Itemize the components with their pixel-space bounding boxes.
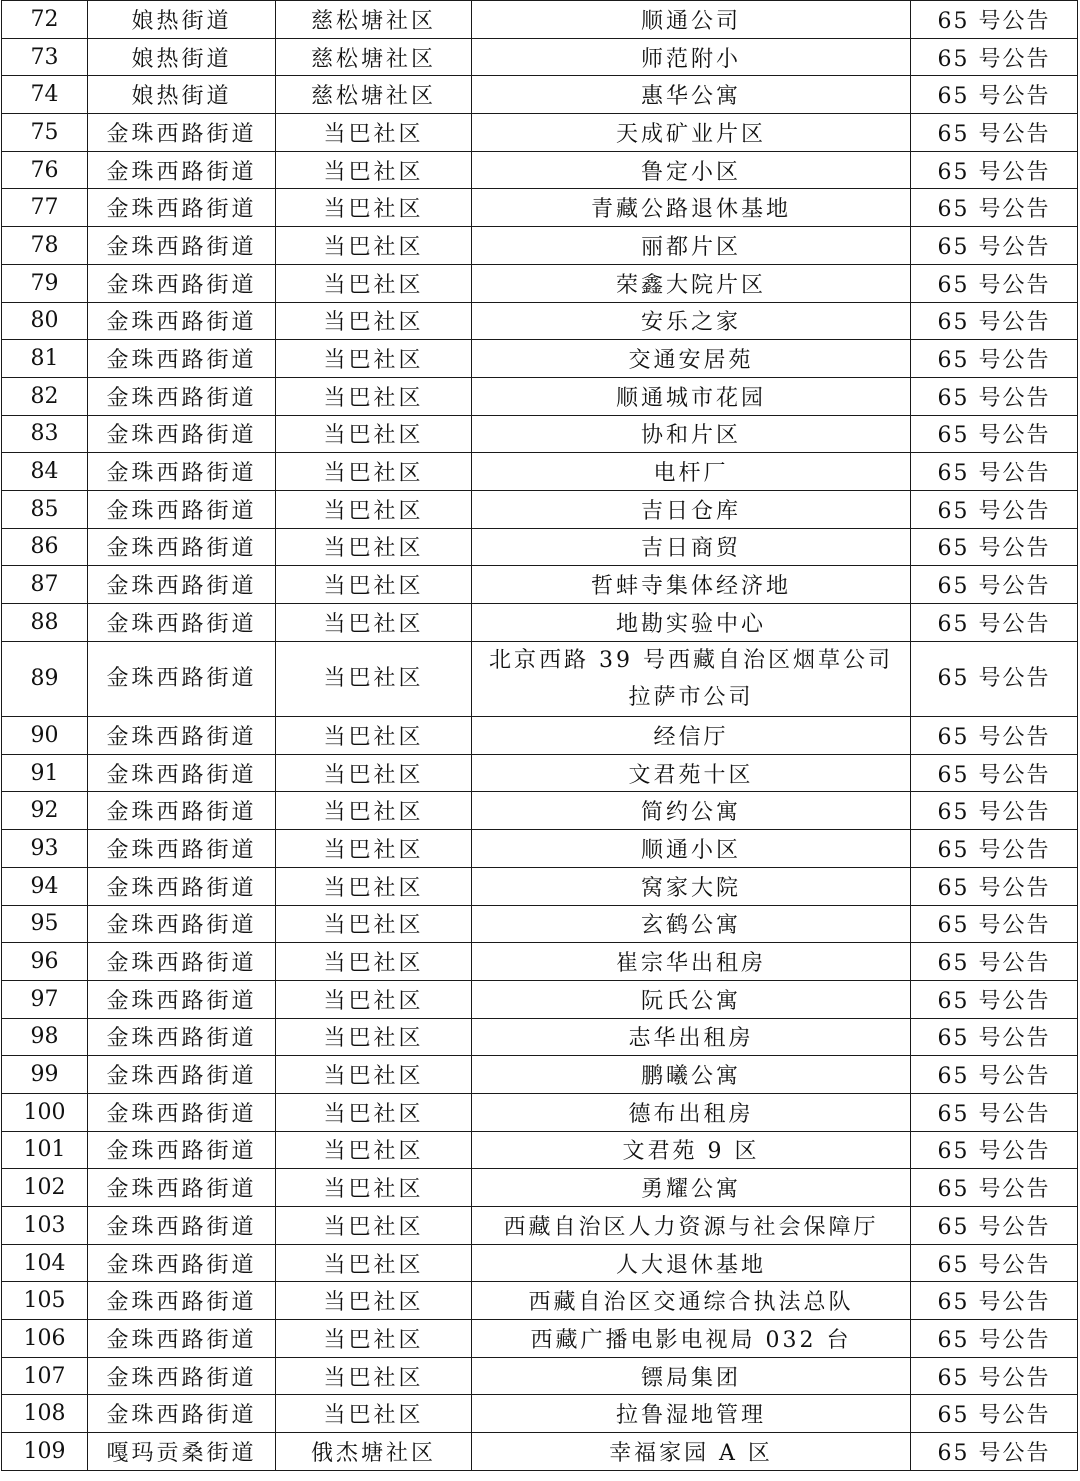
place-cell: 丽都片区	[472, 227, 911, 265]
notice-table-body	[2, 1, 1078, 1471]
notice-cell: 65 号公告	[911, 1018, 1078, 1056]
table-row	[2, 566, 1078, 604]
place-cell: 幸福家园 A 区	[472, 1433, 911, 1471]
place-cell: 师范附小	[472, 38, 911, 76]
notice-cell: 65 号公告	[911, 151, 1078, 189]
place-cell: 崔宗华出租房	[472, 943, 911, 981]
notice-cell: 65 号公告	[911, 1169, 1078, 1207]
place-cell: 文君苑 9 区	[472, 1131, 911, 1169]
notice-cell: 65 号公告	[911, 1, 1078, 39]
street-cell: 金珠西路街道	[88, 754, 276, 792]
place-cell: 文君苑十区	[472, 754, 911, 792]
row-number-cell: 89	[2, 641, 88, 716]
table-row	[2, 264, 1078, 302]
street-cell: 金珠西路街道	[88, 1131, 276, 1169]
table-row	[2, 754, 1078, 792]
place-cell	[472, 641, 911, 716]
table-row	[2, 1169, 1078, 1207]
place-cell: 荣鑫大院片区	[472, 264, 911, 302]
notice-cell: 65 号公告	[911, 340, 1078, 378]
street-cell: 金珠西路街道	[88, 604, 276, 642]
notice-cell: 65 号公告	[911, 943, 1078, 981]
row-number-cell: 93	[2, 830, 88, 868]
notice-cell: 65 号公告	[911, 528, 1078, 566]
notice-cell: 65 号公告	[911, 114, 1078, 152]
table-row	[2, 1433, 1078, 1471]
street-cell: 金珠西路街道	[88, 1018, 276, 1056]
street-cell: 金珠西路街道	[88, 867, 276, 905]
community-cell: 当巴社区	[276, 189, 472, 227]
place-cell: 顺通公司	[472, 1, 911, 39]
row-number-cell: 79	[2, 264, 88, 302]
table-row	[2, 453, 1078, 491]
table-row	[2, 1320, 1078, 1358]
table-row	[2, 867, 1078, 905]
table-row	[2, 604, 1078, 642]
row-number-cell: 90	[2, 717, 88, 755]
community-cell: 当巴社区	[276, 566, 472, 604]
table-row	[2, 1131, 1078, 1169]
place-cell: 鲁定小区	[472, 151, 911, 189]
community-cell: 当巴社区	[276, 227, 472, 265]
place-cell: 玄鹤公寓	[472, 905, 911, 943]
notice-cell: 65 号公告	[911, 490, 1078, 528]
row-number-cell: 99	[2, 1056, 88, 1094]
table-row	[2, 76, 1078, 114]
row-number-cell: 108	[2, 1395, 88, 1433]
street-cell: 娘热街道	[88, 1, 276, 39]
table-row	[2, 905, 1078, 943]
notice-cell: 65 号公告	[911, 1395, 1078, 1433]
place-cell: 西藏自治区交通综合执法总队	[472, 1282, 911, 1320]
notice-cell: 65 号公告	[911, 792, 1078, 830]
table-row	[2, 1357, 1078, 1395]
row-number-cell: 97	[2, 980, 88, 1018]
row-number-cell: 102	[2, 1169, 88, 1207]
place-cell: 德布出租房	[472, 1093, 911, 1131]
street-cell: 金珠西路街道	[88, 189, 276, 227]
row-number-cell: 92	[2, 792, 88, 830]
notice-cell: 65 号公告	[911, 566, 1078, 604]
place-line: 拉萨市公司	[628, 684, 754, 710]
row-number-cell: 96	[2, 943, 88, 981]
community-cell: 当巴社区	[276, 302, 472, 340]
street-cell: 金珠西路街道	[88, 980, 276, 1018]
street-cell: 金珠西路街道	[88, 792, 276, 830]
row-number-cell: 84	[2, 453, 88, 491]
row-number-cell: 87	[2, 566, 88, 604]
place-cell: 志华出租房	[472, 1018, 911, 1056]
table-row	[2, 717, 1078, 755]
street-cell: 金珠西路街道	[88, 830, 276, 868]
notice-cell: 65 号公告	[911, 1056, 1078, 1094]
table-row	[2, 1, 1078, 39]
place-cell: 顺通小区	[472, 830, 911, 868]
table-row	[2, 1244, 1078, 1282]
notice-cell: 65 号公告	[911, 1244, 1078, 1282]
table-row	[2, 1395, 1078, 1433]
place-cell: 吉日商贸	[472, 528, 911, 566]
community-cell: 当巴社区	[276, 264, 472, 302]
street-cell: 金珠西路街道	[88, 415, 276, 453]
community-cell: 当巴社区	[276, 754, 472, 792]
place-cell: 西藏广播电影电视局 032 台	[472, 1320, 911, 1358]
table-row	[2, 377, 1078, 415]
row-number-cell: 105	[2, 1282, 88, 1320]
community-cell: 当巴社区	[276, 641, 472, 716]
community-cell: 慈松塘社区	[276, 38, 472, 76]
street-cell: 金珠西路街道	[88, 528, 276, 566]
community-cell: 当巴社区	[276, 1320, 472, 1358]
community-cell: 当巴社区	[276, 1056, 472, 1094]
table-row	[2, 943, 1078, 981]
community-cell: 当巴社区	[276, 905, 472, 943]
community-cell: 当巴社区	[276, 1357, 472, 1395]
table-row	[2, 980, 1078, 1018]
street-cell: 金珠西路街道	[88, 490, 276, 528]
notice-cell: 65 号公告	[911, 377, 1078, 415]
notice-cell: 65 号公告	[911, 867, 1078, 905]
table-row	[2, 340, 1078, 378]
place-cell: 西藏自治区人力资源与社会保障厅	[472, 1207, 911, 1245]
place-cell: 天成矿业片区	[472, 114, 911, 152]
place-cell: 吉日仓库	[472, 490, 911, 528]
row-number-cell: 107	[2, 1357, 88, 1395]
community-cell: 当巴社区	[276, 415, 472, 453]
table-row	[2, 302, 1078, 340]
street-cell: 金珠西路街道	[88, 1395, 276, 1433]
notice-cell: 65 号公告	[911, 830, 1078, 868]
community-cell: 当巴社区	[276, 980, 472, 1018]
community-cell: 当巴社区	[276, 1169, 472, 1207]
notice-cell: 65 号公告	[911, 905, 1078, 943]
row-number-cell: 98	[2, 1018, 88, 1056]
street-cell: 金珠西路街道	[88, 943, 276, 981]
place-cell: 安乐之家	[472, 302, 911, 340]
place-cell: 拉鲁湿地管理	[472, 1395, 911, 1433]
community-cell: 当巴社区	[276, 867, 472, 905]
place-cell: 窝家大院	[472, 867, 911, 905]
street-cell: 金珠西路街道	[88, 641, 276, 716]
table-row	[2, 1093, 1078, 1131]
row-number-cell: 78	[2, 227, 88, 265]
row-number-cell: 106	[2, 1320, 88, 1358]
notice-table	[1, 0, 1078, 1471]
street-cell: 金珠西路街道	[88, 114, 276, 152]
row-number-cell: 82	[2, 377, 88, 415]
table-row	[2, 1207, 1078, 1245]
community-cell: 慈松塘社区	[276, 76, 472, 114]
community-cell: 当巴社区	[276, 1018, 472, 1056]
notice-cell: 65 号公告	[911, 1357, 1078, 1395]
notice-cell: 65 号公告	[911, 415, 1078, 453]
community-cell: 当巴社区	[276, 717, 472, 755]
street-cell: 金珠西路街道	[88, 1282, 276, 1320]
community-cell: 当巴社区	[276, 1395, 472, 1433]
table-row	[2, 792, 1078, 830]
notice-cell: 65 号公告	[911, 717, 1078, 755]
street-cell: 金珠西路街道	[88, 302, 276, 340]
street-cell: 金珠西路街道	[88, 264, 276, 302]
notice-cell: 65 号公告	[911, 754, 1078, 792]
notice-cell: 65 号公告	[911, 1207, 1078, 1245]
place-cell: 鹏曦公寓	[472, 1056, 911, 1094]
row-number-cell: 74	[2, 76, 88, 114]
street-cell: 金珠西路街道	[88, 905, 276, 943]
row-number-cell: 77	[2, 189, 88, 227]
notice-cell: 65 号公告	[911, 189, 1078, 227]
community-cell: 俄杰塘社区	[276, 1433, 472, 1471]
community-cell: 当巴社区	[276, 114, 472, 152]
table-row	[2, 490, 1078, 528]
notice-cell: 65 号公告	[911, 302, 1078, 340]
street-cell: 金珠西路街道	[88, 227, 276, 265]
table-row	[2, 415, 1078, 453]
place-cell: 交通安居苑	[472, 340, 911, 378]
notice-cell: 65 号公告	[911, 1433, 1078, 1471]
notice-cell: 65 号公告	[911, 1320, 1078, 1358]
street-cell: 嘎玛贡桑街道	[88, 1433, 276, 1471]
community-cell: 当巴社区	[276, 1244, 472, 1282]
table-row	[2, 1282, 1078, 1320]
notice-cell: 65 号公告	[911, 453, 1078, 491]
community-cell: 当巴社区	[276, 490, 472, 528]
place-cell: 顺通城市花园	[472, 377, 911, 415]
place-cell: 简约公寓	[472, 792, 911, 830]
community-cell: 当巴社区	[276, 377, 472, 415]
community-cell: 当巴社区	[276, 340, 472, 378]
community-cell: 当巴社区	[276, 792, 472, 830]
community-cell: 当巴社区	[276, 1093, 472, 1131]
street-cell: 金珠西路街道	[88, 1320, 276, 1358]
row-number-cell: 95	[2, 905, 88, 943]
row-number-cell: 85	[2, 490, 88, 528]
place-cell: 电杆厂	[472, 453, 911, 491]
table-row	[2, 189, 1078, 227]
street-cell: 金珠西路街道	[88, 1169, 276, 1207]
community-cell: 当巴社区	[276, 528, 472, 566]
row-number-cell: 104	[2, 1244, 88, 1282]
notice-cell: 65 号公告	[911, 1093, 1078, 1131]
community-cell: 当巴社区	[276, 604, 472, 642]
row-number-cell: 76	[2, 151, 88, 189]
table-row	[2, 641, 1078, 716]
street-cell: 金珠西路街道	[88, 151, 276, 189]
street-cell: 娘热街道	[88, 76, 276, 114]
row-number-cell: 83	[2, 415, 88, 453]
row-number-cell: 109	[2, 1433, 88, 1471]
notice-cell: 65 号公告	[911, 604, 1078, 642]
street-cell: 金珠西路街道	[88, 717, 276, 755]
row-number-cell: 94	[2, 867, 88, 905]
place-cell: 惠华公寓	[472, 76, 911, 114]
community-cell: 慈松塘社区	[276, 1, 472, 39]
community-cell: 当巴社区	[276, 1131, 472, 1169]
row-number-cell: 103	[2, 1207, 88, 1245]
table-row	[2, 38, 1078, 76]
place-cell: 人大退休基地	[472, 1244, 911, 1282]
street-cell: 金珠西路街道	[88, 1207, 276, 1245]
place-cell: 经信厅	[472, 717, 911, 755]
notice-cell: 65 号公告	[911, 264, 1078, 302]
table-row	[2, 528, 1078, 566]
street-cell: 金珠西路街道	[88, 1056, 276, 1094]
place-cell: 协和片区	[472, 415, 911, 453]
row-number-cell: 88	[2, 604, 88, 642]
row-number-cell: 86	[2, 528, 88, 566]
table-row	[2, 114, 1078, 152]
place-cell: 镖局集团	[472, 1357, 911, 1395]
table-row	[2, 1056, 1078, 1094]
community-cell: 当巴社区	[276, 830, 472, 868]
notice-cell: 65 号公告	[911, 227, 1078, 265]
place-cell: 哲蚌寺集体经济地	[472, 566, 911, 604]
community-cell: 当巴社区	[276, 943, 472, 981]
street-cell: 娘热街道	[88, 38, 276, 76]
place-cell: 青藏公路退休基地	[472, 189, 911, 227]
place-cell: 勇耀公寓	[472, 1169, 911, 1207]
row-number-cell: 73	[2, 38, 88, 76]
place-cell: 地勘实验中心	[472, 604, 911, 642]
place-cell: 阮氏公寓	[472, 980, 911, 1018]
row-number-cell: 101	[2, 1131, 88, 1169]
notice-cell: 65 号公告	[911, 980, 1078, 1018]
notice-cell: 65 号公告	[911, 38, 1078, 76]
notice-cell: 65 号公告	[911, 1131, 1078, 1169]
notice-cell: 65 号公告	[911, 1282, 1078, 1320]
street-cell: 金珠西路街道	[88, 1244, 276, 1282]
row-number-cell: 81	[2, 340, 88, 378]
table-row	[2, 227, 1078, 265]
notice-cell: 65 号公告	[911, 76, 1078, 114]
table-row	[2, 1018, 1078, 1056]
community-cell: 当巴社区	[276, 1207, 472, 1245]
row-number-cell: 72	[2, 1, 88, 39]
row-number-cell: 91	[2, 754, 88, 792]
street-cell: 金珠西路街道	[88, 1357, 276, 1395]
street-cell: 金珠西路街道	[88, 340, 276, 378]
street-cell: 金珠西路街道	[88, 377, 276, 415]
street-cell: 金珠西路街道	[88, 1093, 276, 1131]
row-number-cell: 80	[2, 302, 88, 340]
community-cell: 当巴社区	[276, 151, 472, 189]
place-line: 北京西路 39 号西藏自治区烟草公司	[489, 647, 893, 673]
street-cell: 金珠西路街道	[88, 453, 276, 491]
row-number-cell: 100	[2, 1093, 88, 1131]
table-row	[2, 830, 1078, 868]
street-cell: 金珠西路街道	[88, 566, 276, 604]
community-cell: 当巴社区	[276, 1282, 472, 1320]
notice-cell: 65 号公告	[911, 641, 1078, 716]
community-cell: 当巴社区	[276, 453, 472, 491]
row-number-cell: 75	[2, 114, 88, 152]
table-row	[2, 151, 1078, 189]
